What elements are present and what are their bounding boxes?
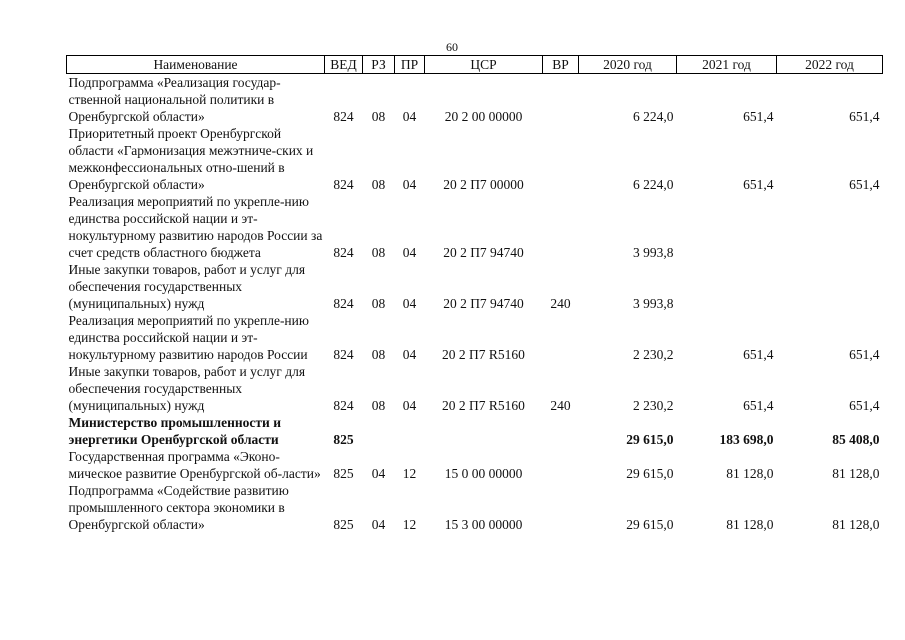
table-row — [67, 312, 883, 363]
row-pr: 04 — [402, 296, 417, 311]
row-2020: 6 224,0 — [633, 177, 674, 192]
row-2022: 81 128,0 — [832, 466, 880, 481]
row-rz — [363, 414, 395, 448]
table-row — [67, 193, 883, 261]
row-2021: 81 128,0 — [726, 517, 774, 532]
row-rz: 04 — [371, 517, 386, 532]
row-name: Подпрограмма «Содействие развитию промышленного сектора экономики в Оренбургской области» — [68, 483, 289, 532]
row-csr: 15 0 00 00000 — [444, 466, 523, 481]
row-name: Министерство промышленности и энергетики Оренбургской области — [68, 415, 281, 447]
row-2021: 651,4 — [743, 109, 774, 124]
row-2020: 6 224,0 — [633, 109, 674, 124]
row-name: Реализация мероприятий по укрепле-нию единства российской нации и эт-нокультурному развитию народов России за счет средств областного бюджета — [68, 194, 323, 260]
row-name: Реализация мероприятий по укрепле-нию единства российской нации и эт-нокультурному развитию народов России — [68, 313, 309, 362]
row-vr — [543, 414, 579, 448]
row-2022: 651,4 — [849, 109, 880, 124]
row-rz: 08 — [371, 398, 386, 413]
row-2020: 2 230,2 — [633, 398, 674, 413]
row-pr: 12 — [402, 517, 417, 532]
row-2022 — [777, 261, 883, 312]
table-row — [67, 363, 883, 414]
row-pr: 12 — [402, 466, 417, 481]
row-name: Иные закупки товаров, работ и услуг для обеспечения государственных (муниципальных) нужд — [68, 364, 306, 413]
row-2020: 2 230,2 — [633, 347, 674, 362]
row-2021 — [677, 193, 777, 261]
row-name: Подпрограмма «Реализация государ-ственной национальной политики в Оренбургской области» — [68, 75, 281, 124]
row-2021: 81 128,0 — [726, 466, 774, 481]
page-number: 60 — [446, 40, 458, 54]
row-csr: 20 2 П7 R5160 — [442, 347, 525, 362]
header-2022: 2022 год — [777, 56, 883, 74]
row-2022: 85 408,0 — [832, 432, 880, 447]
row-ved: 824 — [333, 296, 354, 311]
row-csr: 20 2 П7 94740 — [443, 245, 524, 260]
header-ved: ВЕД — [325, 56, 363, 74]
row-pr: 04 — [402, 347, 417, 362]
row-vr — [543, 312, 579, 363]
row-2022 — [777, 193, 883, 261]
row-rz: 08 — [371, 177, 386, 192]
row-2022: 651,4 — [849, 398, 880, 413]
row-pr — [395, 414, 425, 448]
row-csr: 20 2 П7 94740 — [443, 296, 524, 311]
table-row — [67, 482, 883, 533]
row-csr: 20 2 П7 R5160 — [442, 398, 525, 413]
row-ved: 824 — [333, 347, 354, 362]
table-row — [67, 261, 883, 312]
row-csr: 20 2 00 00000 — [444, 109, 523, 124]
row-rz: 08 — [371, 296, 386, 311]
row-ved: 824 — [333, 177, 354, 192]
row-vr — [543, 448, 579, 482]
row-pr: 04 — [402, 109, 417, 124]
header-2020: 2020 год — [579, 56, 677, 74]
row-vr — [543, 482, 579, 533]
header-name: Наименование — [67, 56, 325, 74]
row-ved: 824 — [333, 109, 354, 124]
row-rz: 08 — [371, 245, 386, 260]
row-rz: 04 — [371, 466, 386, 481]
table-header-row — [67, 56, 883, 74]
row-2021: 183 698,0 — [719, 432, 774, 447]
row-2021: 651,4 — [743, 177, 774, 192]
row-pr: 04 — [402, 177, 417, 192]
row-ved: 825 — [333, 432, 354, 447]
table-row — [67, 74, 883, 126]
row-2021: 651,4 — [743, 398, 774, 413]
header-rz: РЗ — [363, 56, 395, 74]
row-2022: 81 128,0 — [832, 517, 880, 532]
row-rz: 08 — [371, 347, 386, 362]
row-2020: 3 993,8 — [633, 296, 674, 311]
row-2020: 29 615,0 — [626, 466, 674, 481]
row-ved: 824 — [333, 245, 354, 260]
row-ved: 825 — [333, 466, 354, 481]
row-2022: 651,4 — [849, 177, 880, 192]
row-vr: 240 — [550, 398, 571, 413]
row-ved: 824 — [333, 398, 354, 413]
row-2021 — [677, 261, 777, 312]
row-vr — [543, 125, 579, 193]
row-vr — [543, 74, 579, 126]
row-rz: 08 — [371, 109, 386, 124]
header-2021: 2021 год — [677, 56, 777, 74]
row-csr: 15 3 00 00000 — [444, 517, 523, 532]
row-2020: 3 993,8 — [633, 245, 674, 260]
row-2020: 29 615,0 — [626, 432, 674, 447]
row-2021: 651,4 — [743, 347, 774, 362]
row-pr: 04 — [402, 398, 417, 413]
row-pr: 04 — [402, 245, 417, 260]
row-name: Иные закупки товаров, работ и услуг для обеспечения государственных (муниципальных) нужд — [68, 262, 306, 311]
table-row — [67, 125, 883, 193]
row-vr: 240 — [550, 296, 571, 311]
row-name: Приоритетный проект Оренбургской области «Гармонизация межэтниче-ских и межконфессиональных отно-шений в Оренбургской области» — [68, 126, 314, 192]
budget-table — [66, 55, 883, 533]
row-ved: 825 — [333, 517, 354, 532]
table-row — [67, 448, 883, 482]
header-vr: ВР — [543, 56, 579, 74]
row-name: Государственная программа «Эконо-мическое развитие Оренбургской об-ласти» — [68, 449, 321, 481]
row-csr: 20 2 П7 00000 — [443, 177, 524, 192]
header-pr: ПР — [395, 56, 425, 74]
row-2022: 651,4 — [849, 347, 880, 362]
header-csr: ЦСР — [425, 56, 543, 74]
row-2020: 29 615,0 — [626, 517, 674, 532]
row-csr — [425, 414, 543, 448]
row-vr — [543, 193, 579, 261]
table-row — [67, 414, 883, 448]
